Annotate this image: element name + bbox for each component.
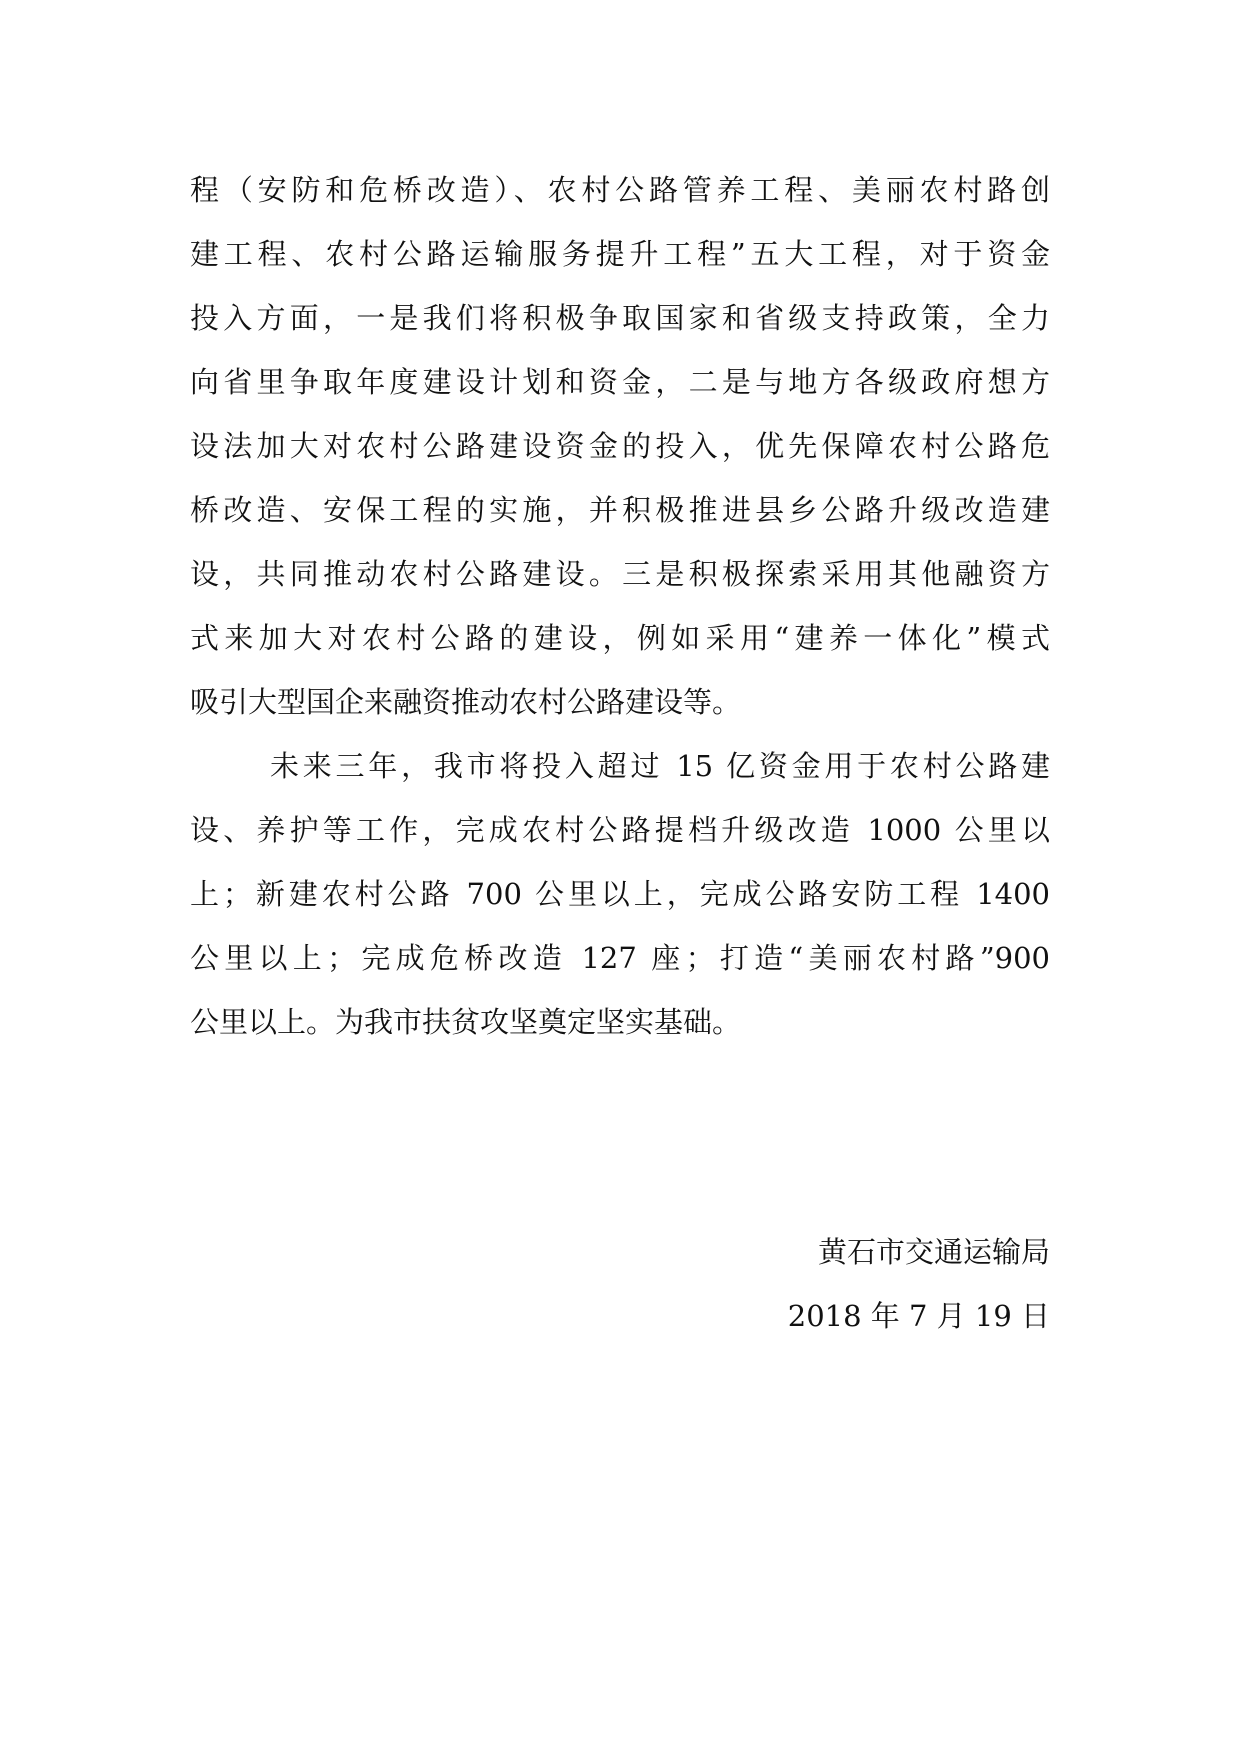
signature-date: 2018 年 7 月 19 日 [787, 1299, 1050, 1333]
paragraph-1 [190, 158, 1050, 734]
text-line: 未来三年，我市将投入超过 15 亿资金用于农村公路建 [270, 749, 1050, 783]
text-line: 程（安防和危桥改造）、农村公路管养工程、美丽农村路创 [190, 173, 1050, 207]
text-line: 式来加大对农村公路的建设，例如采用“建养一体化”模式 [190, 621, 1050, 655]
signature-block [788, 1220, 1050, 1348]
text-line: 上；新建农村公路 700 公里以上，完成公路安防工程 1400 [190, 877, 1050, 911]
text-line: 设、养护等工作，完成农村公路提档升级改造 1000 公里以 [190, 813, 1050, 847]
text-line: 吸引大型国企来融资推动农村公路建设等。 [190, 685, 742, 719]
text-line: 建工程、农村公路运输服务提升工程”五大工程，对于资金 [190, 237, 1050, 271]
paragraph-2 [190, 734, 1050, 1054]
text-line: 设，共同推动农村公路建设。三是积极探索采用其他融资方 [190, 557, 1050, 591]
text-line: 公里以上；完成危桥改造 127 座；打造“美丽农村路”900 [190, 941, 1050, 975]
text-line: 公里以上。为我市扶贫攻坚奠定坚实基础。 [190, 1005, 742, 1039]
text-line: 设法加大对农村公路建设资金的投入，优先保障农村公路危 [190, 429, 1050, 463]
text-line: 桥改造、安保工程的实施，并积极推进县乡公路升级改造建 [190, 493, 1050, 527]
text-line: 向省里争取年度建设计划和资金，二是与地方各级政府想方 [190, 365, 1050, 399]
signature-organization: 黄石市交通运输局 [817, 1235, 1050, 1269]
document-body [190, 158, 1050, 1054]
text-line: 投入方面，一是我们将积极争取国家和省级支持政策，全力 [190, 301, 1050, 335]
